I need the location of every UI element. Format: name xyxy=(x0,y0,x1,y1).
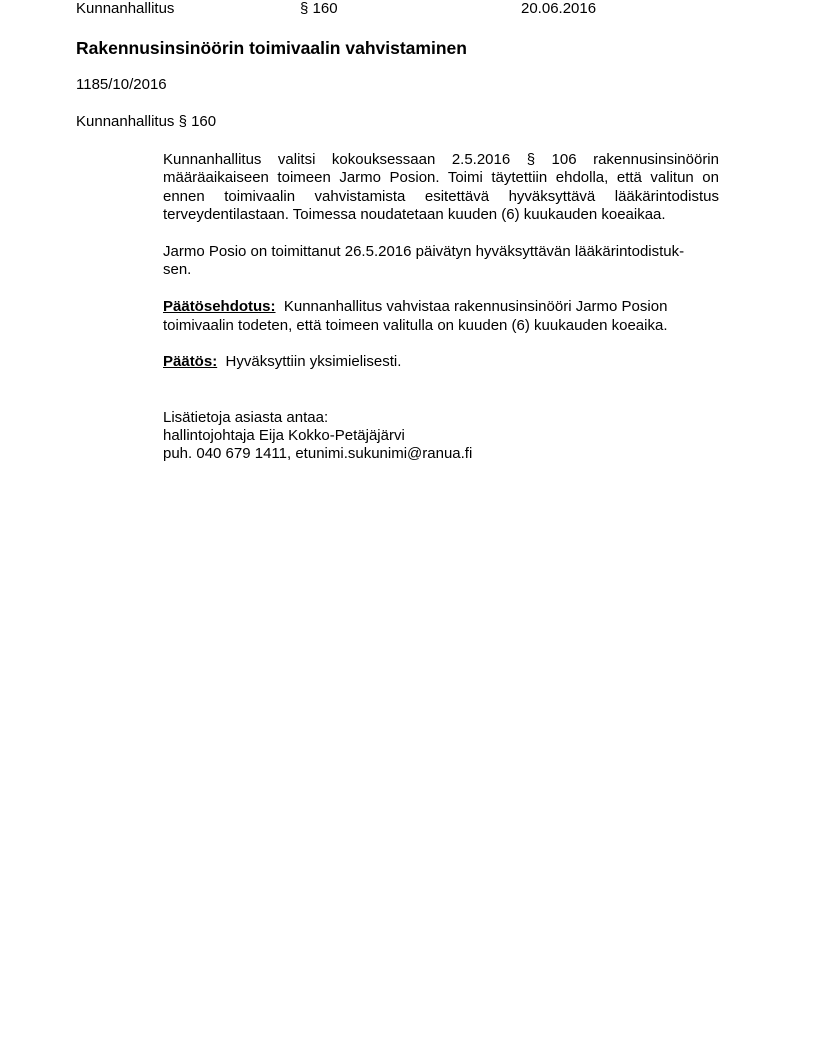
document-body xyxy=(163,151,719,464)
decision-text: Hyväksyttiin yksimielisesti. xyxy=(225,353,402,371)
proposal-line2: toimivaalin todeten, että toimeen valitulla on kuuden (6) kuukauden koeaika. xyxy=(163,316,668,334)
decision-label: Päätös: xyxy=(163,353,218,371)
header-body: Kunnanhallitus xyxy=(76,0,175,17)
contact-person: hallintojohtaja Eija Kokko-Petäjäjärvi xyxy=(163,427,405,445)
paragraph-certificate-line2: sen. xyxy=(163,261,192,279)
proposal-line1: Kunnanhallitus vahvistaa rakennusinsinööri Jarmo Posion xyxy=(283,298,668,316)
contact-details: puh. 040 679 1411, etunimi.sukunimi@ranua.fi xyxy=(163,445,473,463)
section-line: Kunnanhallitus § 160 xyxy=(76,113,217,130)
paragraph-certificate xyxy=(163,243,719,280)
document-title: Rakennusinsinöörin toimivaalin vahvistaminen xyxy=(76,38,467,58)
header-section: § 160 xyxy=(300,0,338,17)
contact-block xyxy=(163,409,719,464)
reference-number: 1185/10/2016 xyxy=(76,76,167,93)
decision-paragraph xyxy=(163,353,719,371)
proposal-paragraph xyxy=(163,298,719,335)
proposal-label: Päätösehdotus: xyxy=(163,298,276,316)
page-header xyxy=(76,0,756,20)
paragraph-certificate-line1: Jarmo Posio on toimittanut 26.5.2016 päivätyn hyväksyttävän lääkärintodistuk- xyxy=(163,243,685,261)
header-date: 20.06.2016 xyxy=(521,0,597,17)
paragraph-background: Kunnanhallitus valitsi kokouksessaan 2.5.2016 § 106 rakennusinsinöörin määräaikaiseen toimeen Jarmo Posion. Toimi täytettiin ehdolla, että valitun on ennen toimivaalin vahvistamista esitettävä hyväksyttävä lääkärintodistus terveydentilastaan. Toimessa noudatetaan kuuden (6) kuukauden koeaikaa. xyxy=(163,151,719,224)
contact-line1: Lisätietoja asiasta antaa: xyxy=(163,408,329,426)
